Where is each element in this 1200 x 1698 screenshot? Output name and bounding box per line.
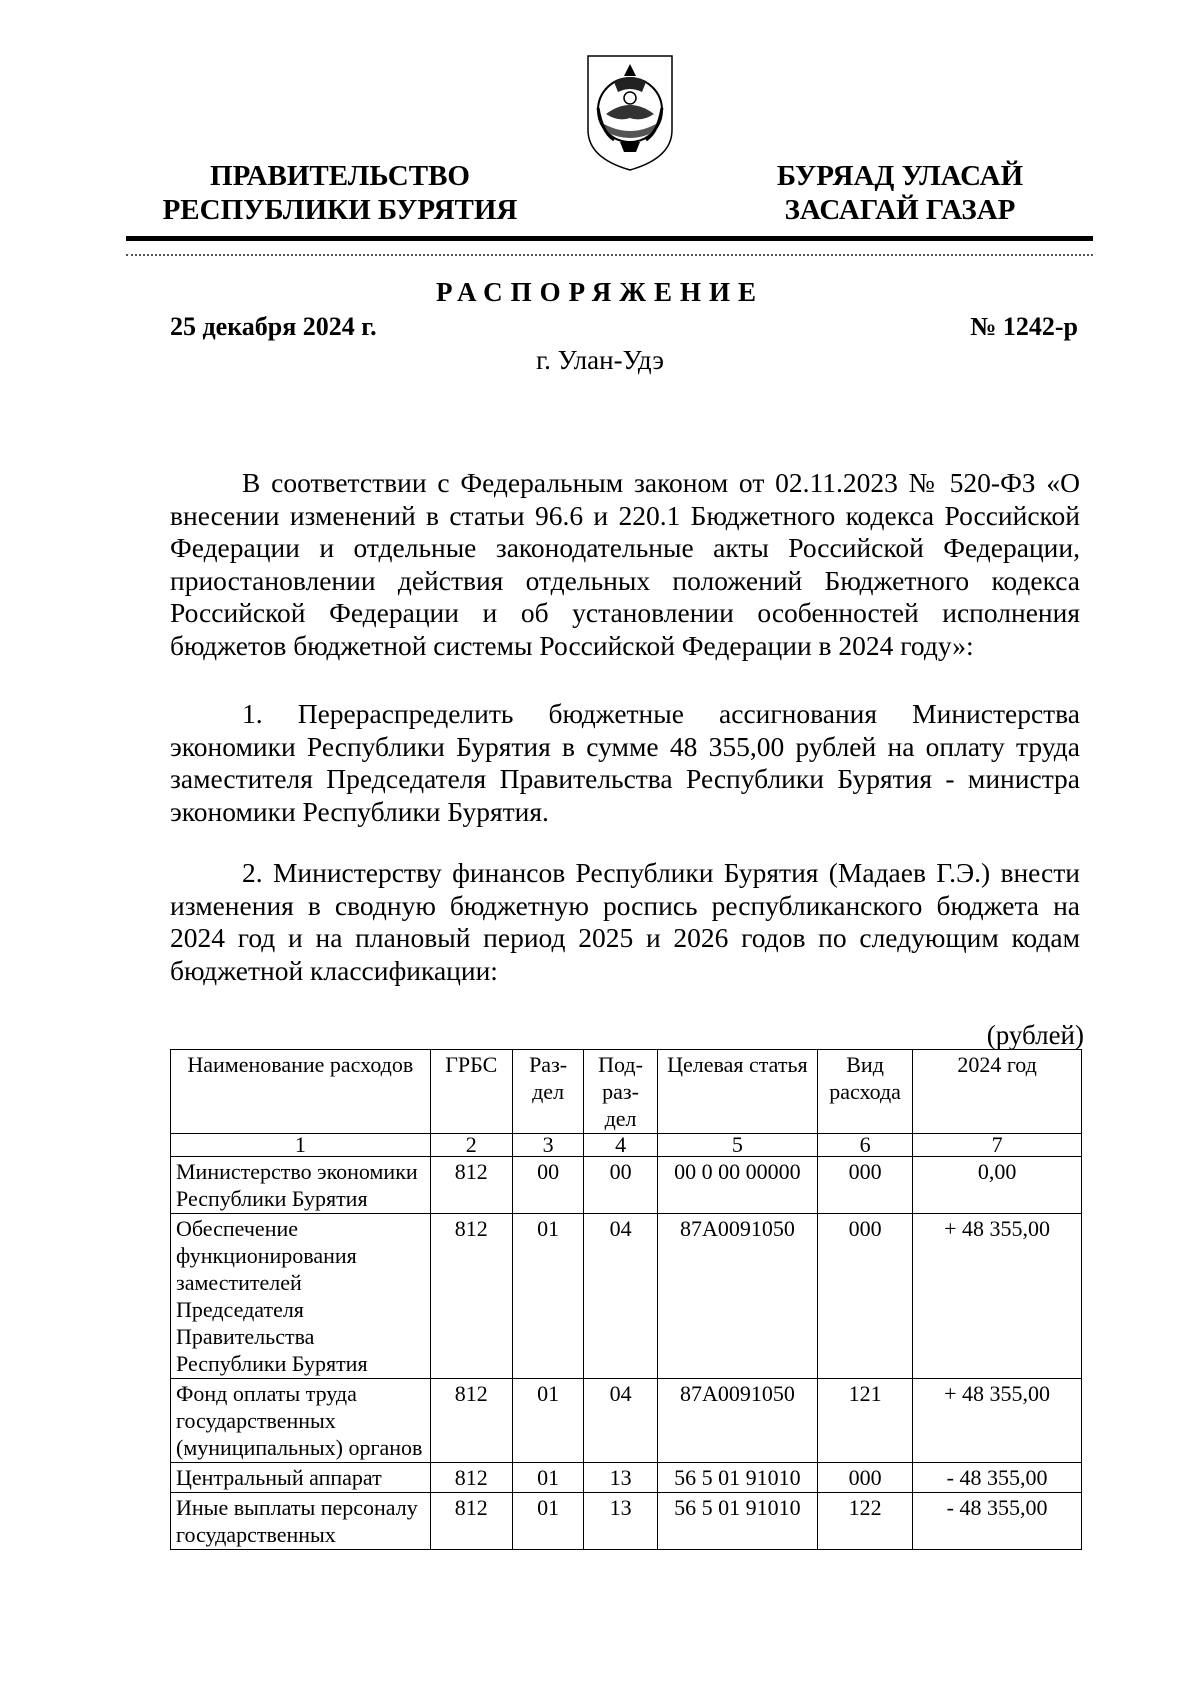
table-header-row [171, 1050, 1082, 1134]
target-article-cell: 87А0091050 [657, 1214, 817, 1379]
amount-cell: + 48 355,00 [913, 1214, 1082, 1379]
header-expense-name: Наименование расходов [171, 1050, 431, 1134]
section-cell: 00 [512, 1157, 583, 1214]
document-city: г. Улан-Удэ [536, 345, 664, 375]
header-target-article: Целевая статья [657, 1050, 817, 1134]
table-row [171, 1214, 1082, 1379]
column-number: 2 [430, 1134, 512, 1157]
expense-type-cell: 122 [817, 1493, 912, 1550]
expense-type-cell: 121 [817, 1379, 912, 1463]
target-article-cell: 56 5 01 91010 [657, 1463, 817, 1493]
government-name-buryat-line-1: БУРЯАД УЛАСАЙ [776, 160, 1024, 192]
government-name-buryat-line-2: ЗАСАГАЙ ГАЗАР [784, 194, 1016, 226]
column-number: 3 [512, 1134, 583, 1157]
header-grbs: ГРБС [430, 1050, 512, 1134]
section-cell: 01 [512, 1493, 583, 1550]
section-cell: 01 [512, 1379, 583, 1463]
grbs-cell: 812 [430, 1379, 512, 1463]
subsection-cell: 13 [584, 1463, 658, 1493]
expense-type-cell: 000 [817, 1157, 912, 1214]
expense-type-cell: 000 [817, 1214, 912, 1379]
expense-name-cell: Иные выплаты персоналу государственных [171, 1493, 431, 1550]
header-divider-thick [126, 236, 1093, 241]
grbs-cell: 812 [430, 1493, 512, 1550]
subsection-cell: 04 [584, 1214, 658, 1379]
government-name-russian [160, 159, 520, 227]
preamble-paragraph: В соответствии с Федеральным законом от 02.11.2023 № 520-ФЗ «О внесении изменений в статьи 96.6 и 220.1 Бюджетного кодекса Российской Федерации и отдельные законодательные акты Российской Федерации, приостановлении действия отдельных положений Бюджетного кодекса Российской Федерации и об установлении особенностей исполнения бюджетов бюджетной системы Российской Федерации в 2024 году»: [170, 467, 1080, 661]
column-number: 7 [913, 1134, 1082, 1157]
government-name-buryat [740, 159, 1060, 227]
document-title: РАСПОРЯЖЕНИЕ [435, 277, 765, 307]
target-article-cell: 87А0091050 [657, 1379, 817, 1463]
clause-1-paragraph: 1. Перераспределить бюджетные ассигнования Министерства экономики Республики Бурятия в сумме 48 355,00 рублей на оплату труда заместителя Председателя Правительства Республики Бурятия - министра экономики Республики Бурятия. [170, 698, 1080, 827]
column-number: 4 [584, 1134, 658, 1157]
amount-cell: + 48 355,00 [913, 1379, 1082, 1463]
expense-name-cell: Обеспечение функционирования заместителей Председателя Правительства Республики Бурятия [171, 1214, 431, 1379]
coat-of-arms-icon [584, 52, 676, 174]
government-name-line-2: РЕСПУБЛИКИ БУРЯТИЯ [162, 194, 518, 226]
document-date: 25 декабря 2024 г. [170, 312, 377, 341]
expense-name-cell: Фонд оплаты труда государственных (муниципальных) органов [171, 1379, 431, 1463]
grbs-cell: 812 [430, 1214, 512, 1379]
target-article-cell: 00 0 00 00000 [657, 1157, 817, 1214]
subsection-cell: 13 [584, 1493, 658, 1550]
document-number: № 1242-р [970, 312, 1078, 341]
header-expense-type: Вид расхода [817, 1050, 912, 1134]
table-units: (рублей) [986, 1020, 1084, 1050]
grbs-cell: 812 [430, 1157, 512, 1214]
table-row [171, 1379, 1082, 1463]
clause-2-paragraph: 2. Министерству финансов Республики Бурятия (Мадаев Г.Э.) внести изменения в сводную бюджетную роспись республиканского бюджета на 2024 год и на плановый период 2025 и 2026 годов по следующим кодам бюджетной классификации: [170, 857, 1080, 986]
column-number: 5 [657, 1134, 817, 1157]
column-number: 6 [817, 1134, 912, 1157]
column-number: 1 [171, 1134, 431, 1157]
subsection-cell: 04 [584, 1379, 658, 1463]
expense-name-cell: Центральный аппарат [171, 1463, 431, 1493]
government-name-line-1: ПРАВИТЕЛЬСТВО [210, 160, 470, 192]
column-number-row [171, 1134, 1082, 1157]
section-cell: 01 [512, 1214, 583, 1379]
amount-cell: - 48 355,00 [913, 1463, 1082, 1493]
section-cell: 01 [512, 1463, 583, 1493]
header-subsection: Под-раз-дел [584, 1050, 658, 1134]
target-article-cell: 56 5 01 91010 [657, 1493, 817, 1550]
table-row [171, 1493, 1082, 1550]
amount-cell: 0,00 [913, 1157, 1082, 1214]
expense-name-cell: Министерство экономики Республики Бурятия [171, 1157, 431, 1214]
header-divider-thin [126, 254, 1093, 256]
header-section: Раз-дел [512, 1050, 583, 1134]
header-year-2024: 2024 год [913, 1050, 1082, 1134]
subsection-cell: 00 [584, 1157, 658, 1214]
table-row [171, 1157, 1082, 1214]
grbs-cell: 812 [430, 1463, 512, 1493]
expense-type-cell: 000 [817, 1463, 912, 1493]
budget-table [170, 1049, 1082, 1550]
amount-cell: - 48 355,00 [913, 1493, 1082, 1550]
table-row [171, 1463, 1082, 1493]
